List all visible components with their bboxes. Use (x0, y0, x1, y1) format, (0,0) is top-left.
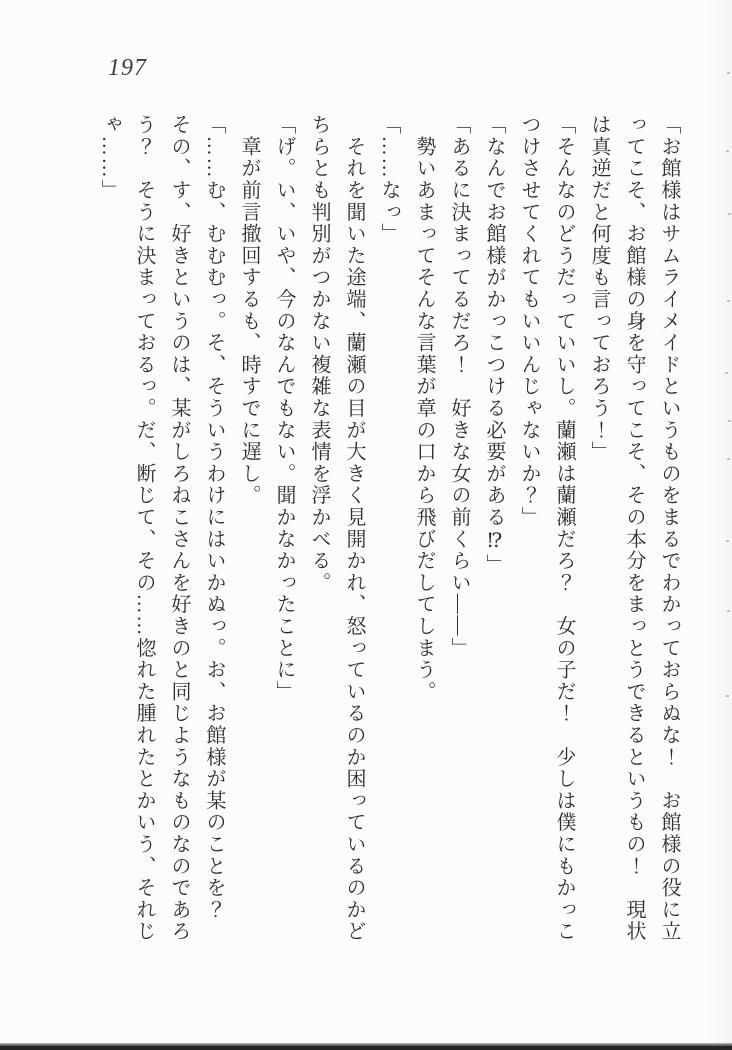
scan-speck (726, 150, 729, 152)
scan-bottom-edge (0, 1043, 732, 1050)
text-line: ってこそ、お館様の身を守ってこそ、その本分をまっとうできるというもの！ 現状 (623, 114, 645, 943)
text-line: それを聞いた途端、蘭瀬の目が大きく見開かれ、怒っているのか困っているのかど (343, 114, 365, 943)
text-line: 「……む、むむむっ。そ、そういうわけにはいかぬっ。お、お館様が某のことを？ (203, 114, 225, 921)
text-line: 「げ。い、いや、今のなんでもない。聞かなかったことに」 (273, 114, 295, 703)
text-line: 勢いあまってそんな言葉が章の口から飛びだしてしまう。 (413, 114, 435, 703)
scan-speck (727, 72, 730, 74)
scan-speck (728, 213, 731, 215)
text-block (91, 114, 686, 959)
text-line: 章が前言撤回するも、時すでに遅し。 (238, 114, 260, 507)
page-number: 197 (108, 55, 147, 81)
text-line: は真逆だと何度も言っておろう！」 (588, 114, 610, 463)
scan-speck (728, 420, 731, 422)
text-line: ゃ……」 (98, 114, 120, 202)
text-line: ちらとも判別がつかない複雑な表情を浮かべる。 (308, 114, 330, 594)
scan-speck (727, 458, 730, 460)
scan-speck (727, 610, 730, 612)
scan-speck (725, 372, 728, 374)
scan-speck (726, 540, 729, 542)
text-line: う？ そうに決まっておるっ。だ、断じて、その……惚れた腫れたとかいう、それじ (133, 114, 155, 943)
text-line: 「あるに決まってるだろ！ 好きな女の前くらい――」 (448, 114, 470, 659)
text-line: 「なんでお館様がかっこつける必要がある⁉」 (483, 114, 505, 576)
text-line: 「そんなのどうだっていいし。蘭瀬は蘭瀬だろ？ 女の子だ！ 少しは僕にもかっこ (553, 114, 575, 943)
text-line: 「お館様はサムライメイドというものをまるでわかっておらぬな！ お館様の役に立 (658, 114, 680, 943)
scan-speck (727, 300, 730, 302)
text-line: 「……なっ」 (378, 114, 400, 245)
text-line: つけさせてくれてもいいんじゃないか？」 (518, 114, 540, 529)
text-line: その、す、好きというのは、某がしろねこさんを好きのと同じようなものなのであろ (168, 114, 190, 943)
scan-speck (726, 695, 729, 697)
